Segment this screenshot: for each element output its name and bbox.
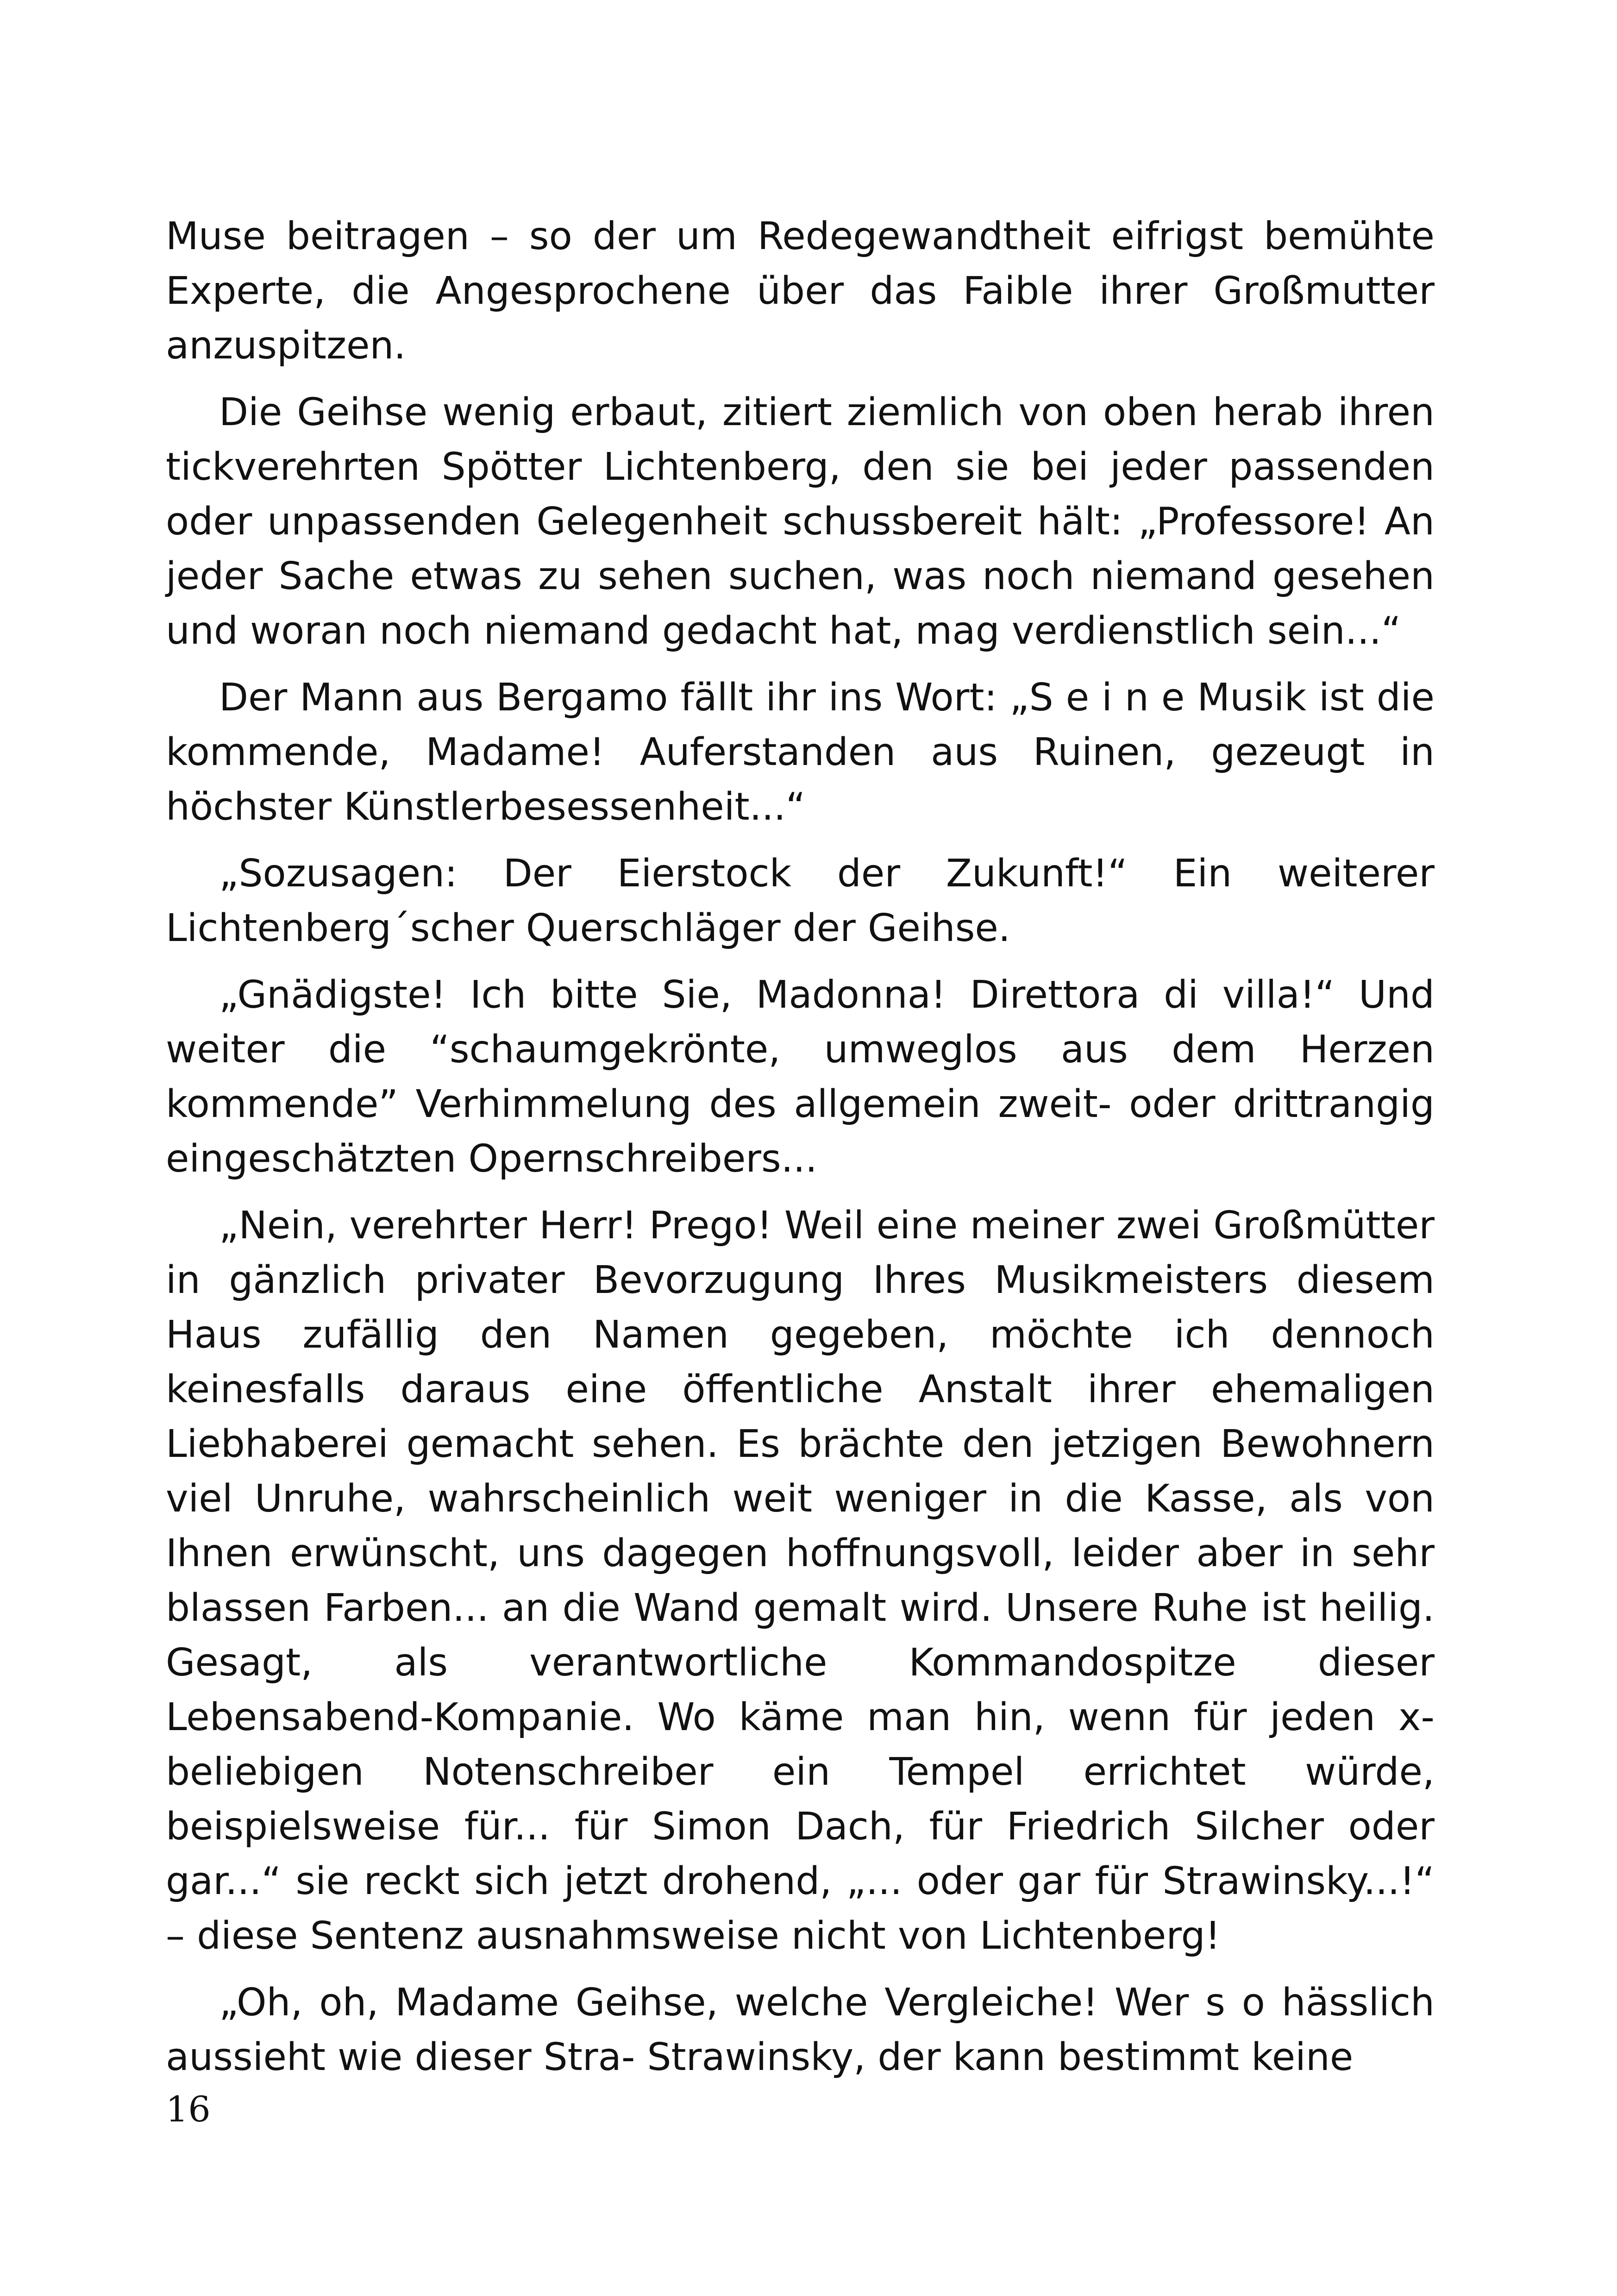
paragraph-5: „Gnädigste! Ich bitte Sie, Madonna! Direttora di villa!“ Und weiter die “schaumgekrönte, umweglos aus dem Herzen kommende” Verhimmelung des allgemein zweit- oder drittrangig eingeschätzten Opernschreibers... [166,973,1435,1181]
paragraph-2: Die Geihse wenig erbaut, zitiert ziemlich von oben herab ihren tickverehrten Spötter Lichtenberg, den sie bei jeder passenden oder unpassenden Gelegenheit schussbereit hält: „Professore! An jeder Sache etwas zu sehen suchen, was noch niemand gesehen und woran noch niemand gedacht hat, mag verdienstlich sein...“ [166,390,1435,653]
paragraph-6: „Nein, verehrter Herr! Prego! Weil eine meiner zwei Großmütter in gänzlich privater Bevorzugung Ihres Musikmeisters diesem Haus zufällig den Namen gegeben, möchte ich dennoch keinesfalls daraus eine öffentliche Anstalt ihrer ehemaligen Liebhaberei gemacht sehen. Es brächte den jetzigen Bewohnern viel Unruhe, wahrscheinlich weit weniger in die Kasse, als von Ihnen erwünscht, uns dagegen hoffnungsvoll, leider aber in sehr blassen Farben... an die Wand gemalt wird. Unsere Ruhe ist heilig. Gesagt, als verantwortliche Kommandospitze dieser Lebensabend-Kompanie. Wo käme man hin, wenn für jeden x-beliebigen Notenschreiber ein Tempel errichtet würde, beispielsweise für... für Simon Dach, für Friedrich Silcher oder gar...“ sie reckt sich jetzt drohend, „... oder gar für Strawinsky...!“ – diese Sentenz ausnahmsweise nicht von Lichtenberg! [166,1204,1435,1958]
paragraph-7: „Oh, oh, Madame Geihse, welche Vergleiche! Wer s o hässlich aussieht wie dieser Stra- Strawinsky, der kann bestimmt keine [166,1981,1435,2079]
body-text [166,209,1435,2097]
page-number: 16 [166,2089,211,2130]
paragraph-3: Der Mann aus Bergamo fällt ihr ins Wort: „S e i n e Musik ist die kommende, Madame! Auferstanden aus Ruinen, gezeugt in höchster Künstlerbesessenheit...“ [166,676,1435,829]
paragraph-1: Muse beitragen – so der um Redegewandtheit eifrigst bemühte Experte, die Angesprochene über das Faible ihrer Großmutter anzuspitzen. [166,214,1435,368]
paragraph-4: „Sozusagen: Der Eierstock der Zukunft!“ Ein weiterer Lichtenberg´scher Querschläger der Geihse. [166,852,1435,950]
